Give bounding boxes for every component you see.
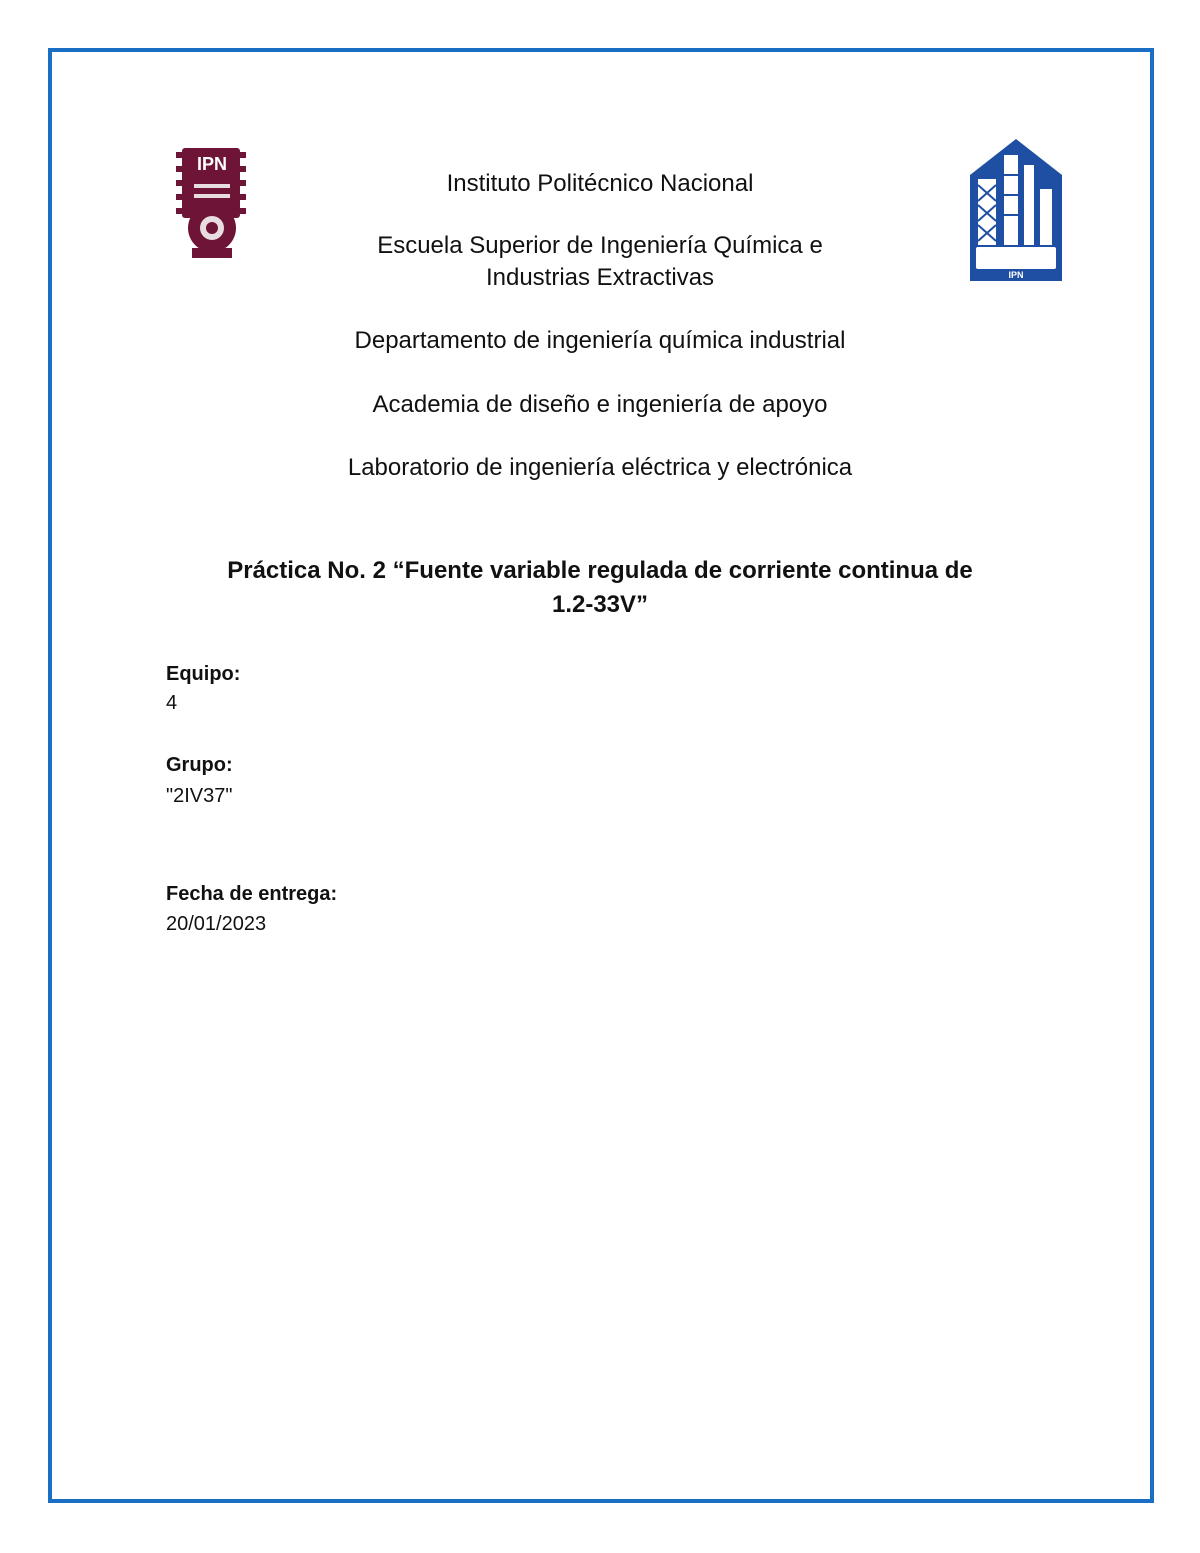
grupo-value: "2IV37" (166, 785, 233, 807)
ipn-logo-text: IPN (196, 154, 228, 174)
fecha-value: 20/01/2023 (166, 913, 267, 935)
practice-title-line1: Práctica No. 2 “Fuente variable regulada de corriente continua de (227, 557, 973, 584)
school-name-line2: Industrias Extractivas (485, 264, 715, 291)
fecha-label: Fecha de entrega: (166, 883, 338, 905)
equipo-value: 4 (166, 692, 178, 714)
department-name: Departamento de ingeniería química industrial (354, 327, 846, 354)
school-name-line1: Escuela Superior de Ingeniería Química e (377, 232, 823, 259)
esiqie-logo-text: IPN (1008, 270, 1024, 280)
laboratory-name: Laboratorio de ingeniería eléctrica y electrónica (347, 454, 853, 481)
academy-name: Academia de diseño e ingeniería de apoyo (372, 391, 828, 418)
ipn-logo-icon (172, 140, 256, 264)
practice-title-line2: 1.2-33V” (551, 591, 649, 618)
esiqie-logo-icon (966, 135, 1066, 285)
grupo-label: Grupo: (166, 754, 233, 776)
institution-name: Instituto Politécnico Nacional (446, 170, 754, 197)
equipo-label: Equipo: (166, 663, 241, 685)
